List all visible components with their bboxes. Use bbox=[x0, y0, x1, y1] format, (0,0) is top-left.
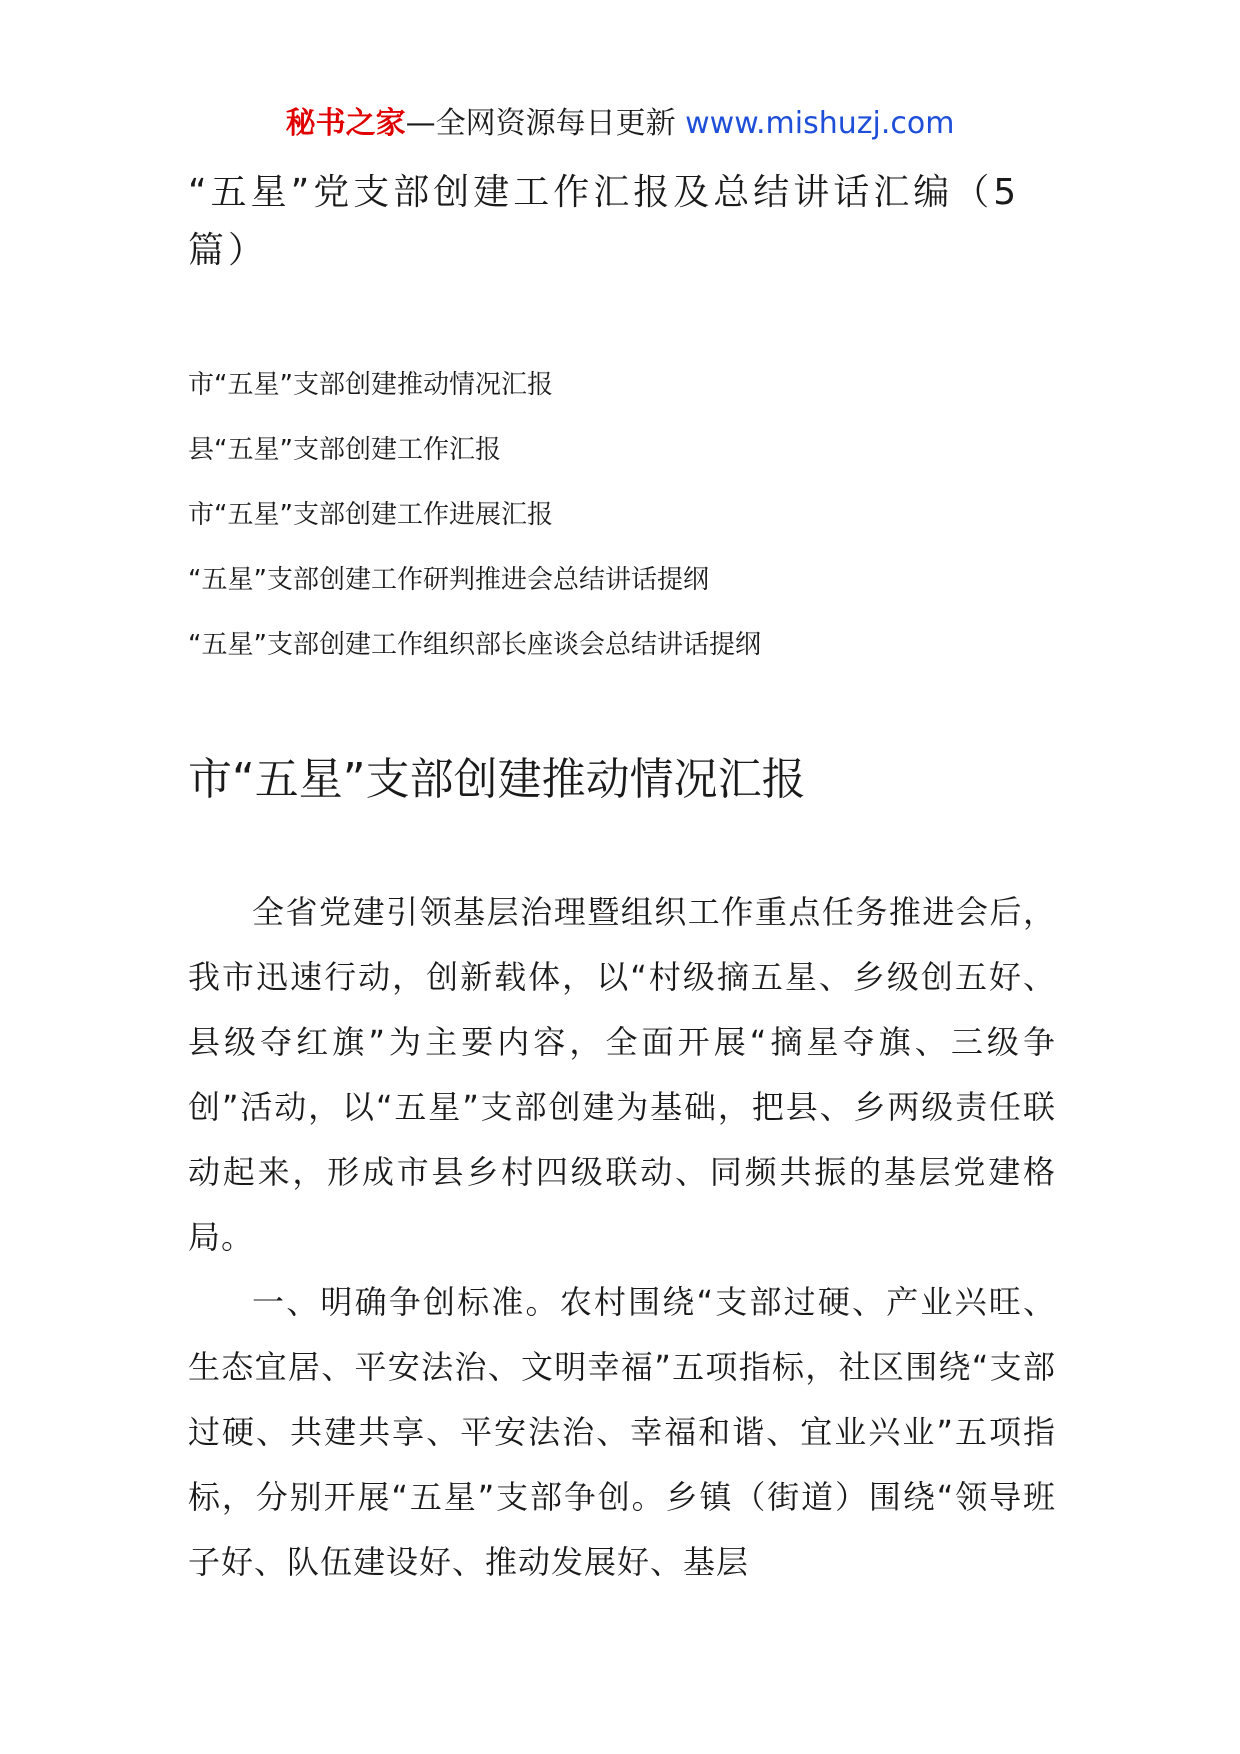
site-url-link[interactable]: www.mishuzj.com bbox=[685, 106, 955, 141]
toc-item: 市“五星”支部创建工作进展汇报 bbox=[188, 500, 553, 530]
document-title: “五星”党支部创建工作汇报及总结讲话汇编（5篇） bbox=[188, 172, 1021, 271]
toc-item: “五星”支部创建工作组织部长座谈会总结讲话提纲 bbox=[188, 630, 761, 660]
toc-item: “五星”支部创建工作研判推进会总结讲话提纲 bbox=[188, 565, 709, 595]
brand-name: 秘书之家 bbox=[285, 106, 406, 141]
site-header bbox=[0, 100, 1240, 148]
body-paragraph: 一、明确争创标准。农村围绕“支部过硬、产业兴旺、生态宜居、平安法治、文明幸福”五项指标，社区围绕“支部过硬、共建共享、平安法治、幸福和谐、宜业兴业”五项指标，分别开展“五星”支部争创。乡镇（街道）围绕“领导班子好、队伍建设好、推动发展好、基层 bbox=[188, 1283, 1056, 1581]
toc-item: 市“五星”支部创建推动情况汇报 bbox=[188, 370, 553, 400]
header-tagline: —全网资源每日更新 bbox=[405, 106, 686, 141]
toc-item: 县“五星”支部创建工作汇报 bbox=[188, 435, 501, 465]
table-of-contents bbox=[188, 365, 1088, 690]
section-title: 市“五星”支部创建推动情况汇报 bbox=[188, 754, 806, 805]
section-body bbox=[188, 880, 1056, 1595]
body-paragraph: 全省党建引领基层治理暨组织工作重点任务推进会后，我市迅速行动，创新载体，以“村级摘五星、乡级创五好、县级夺红旗”为主要内容，全面开展“摘星夺旗、三级争创”活动，以“五星”支部创建为基础，把县、乡两级责任联动起来，形成市县乡村四级联动、同频共振的基层党建格局。 bbox=[188, 893, 1056, 1256]
